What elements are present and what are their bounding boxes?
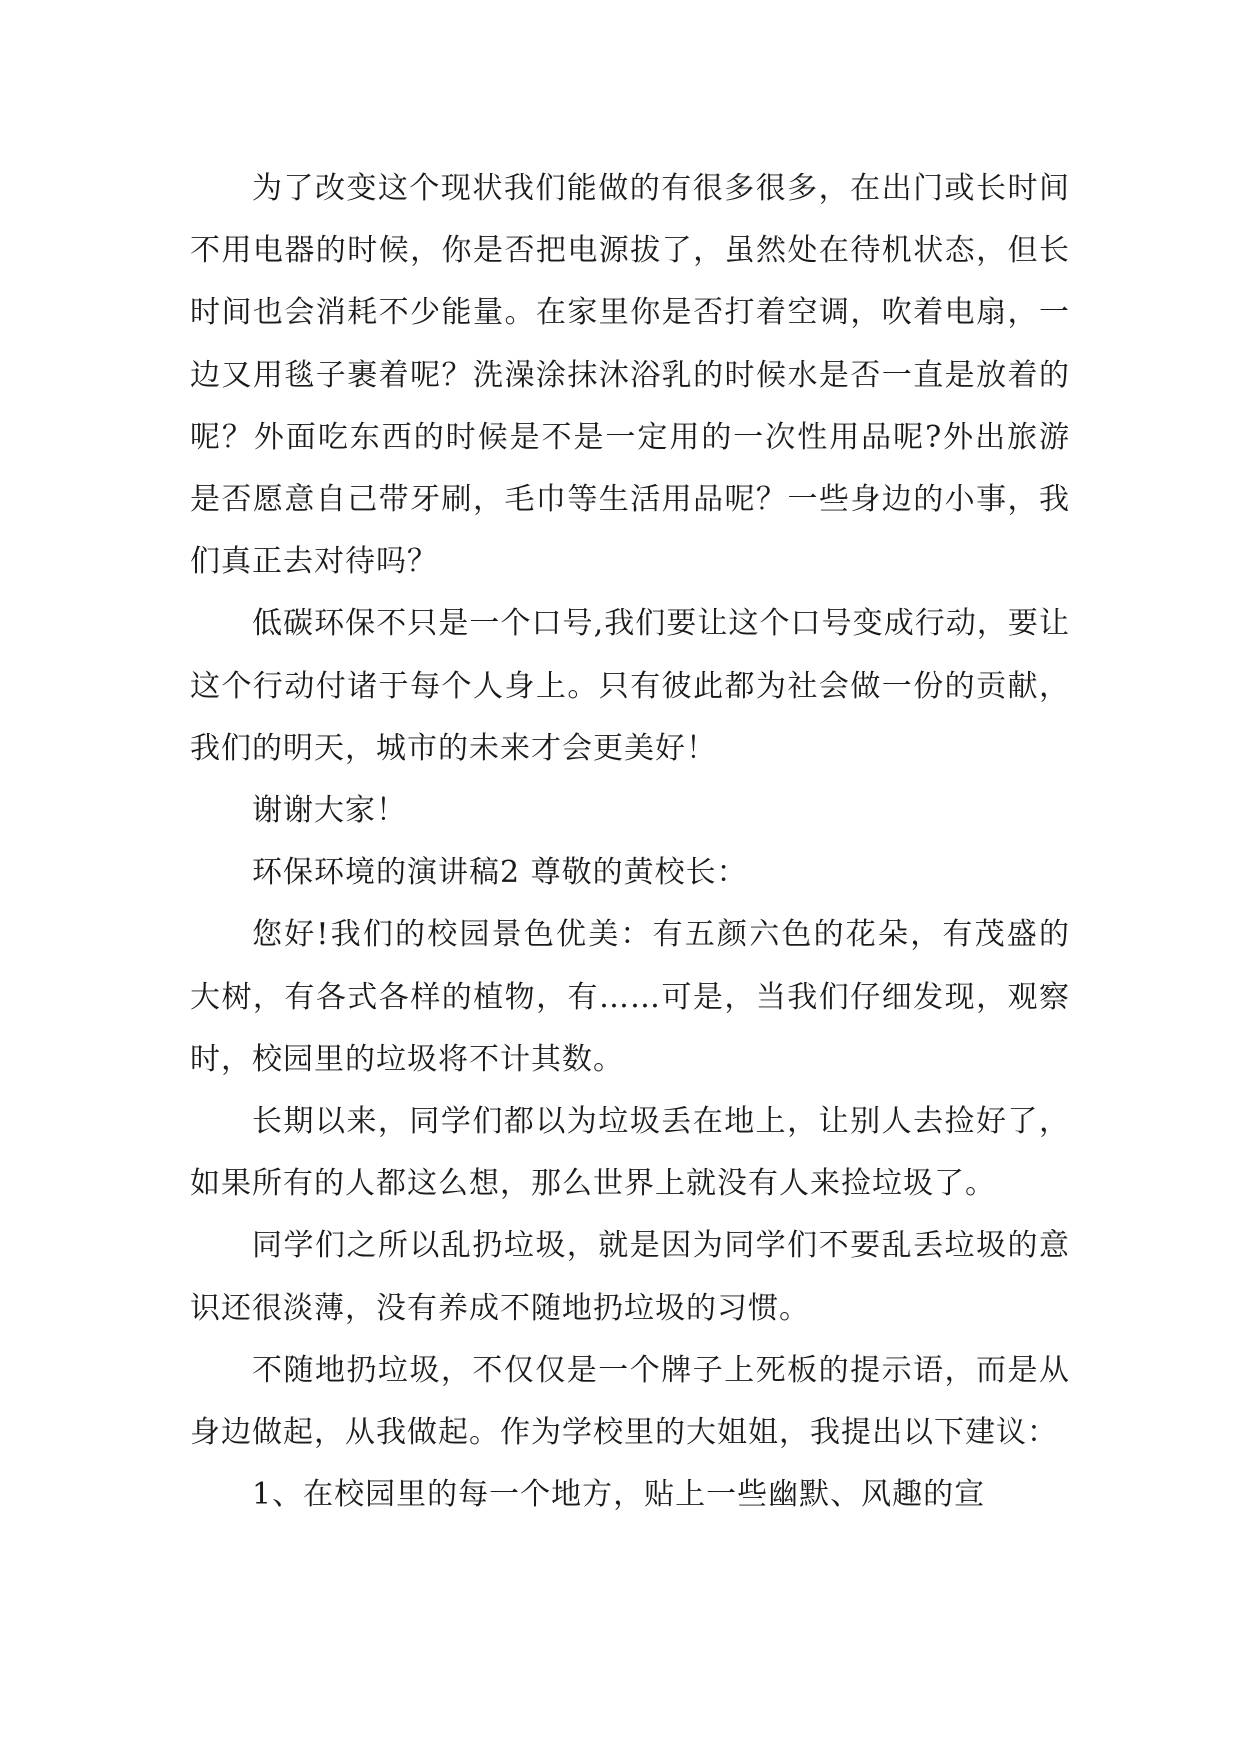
document-body [190, 158, 1070, 1526]
paragraph-littering-reason: 同学们之所以乱扔垃圾，就是因为同学们不要乱丢垃圾的意识还很淡薄，没有养成不随地扔垃圾的习惯。 [190, 1228, 1070, 1326]
paragraph-energy-saving: 为了改变这个现状我们能做的有很多很多，在出门或长时间不用电器的时候，你是否把电源拔了，虽然处在待机状态，但长时间也会消耗不少能量。在家里你是否打着空调，吹着电扇，一边又用毯子裹着呢？洗澡涂抹沐浴乳的时候水是否一直是放着的呢？外面吃东西的时候是不是一定用的一次性用品呢?外出旅游是否愿意自己带牙刷，毛巾等生活用品呢？一些身边的小事，我们真正去对待吗？ [190, 171, 1070, 580]
paragraph-speech-heading: 环保环境的演讲稿2 尊敬的黄校长： [252, 855, 748, 891]
paragraph-thanks: 谢谢大家！ [252, 793, 407, 829]
paragraph-campus-scenery: 您好!我们的校园景色优美：有五颜六色的花朵，有茂盛的大树，有各式各样的植物，有……可是，当我们仔细发现，观察时，校园里的垃圾将不计其数。 [190, 917, 1070, 1077]
paragraph-long-term-habit: 长期以来，同学们都以为垃圾丢在地上，让别人去捡好了，如果所有的人都这么想，那么世界上就没有人来捡垃圾了。 [190, 1104, 1070, 1202]
paragraph-suggestion-1: 1、在校园里的每一个地方，贴上一些幽默、风趣的宣 [252, 1477, 986, 1513]
paragraph-suggestions-intro: 不随地扔垃圾，不仅仅是一个牌子上死板的提示语，而是从身边做起，从我做起。作为学校里的大姐姐，我提出以下建议： [190, 1352, 1070, 1451]
paragraph-low-carbon: 低碳环保不只是一个口号,我们要让这个口号变成行动，要让这个行动付诸于每个人身上。只有彼此都为社会做一份的贡献，我们的明天，城市的未来才会更美好！ [190, 606, 1070, 766]
